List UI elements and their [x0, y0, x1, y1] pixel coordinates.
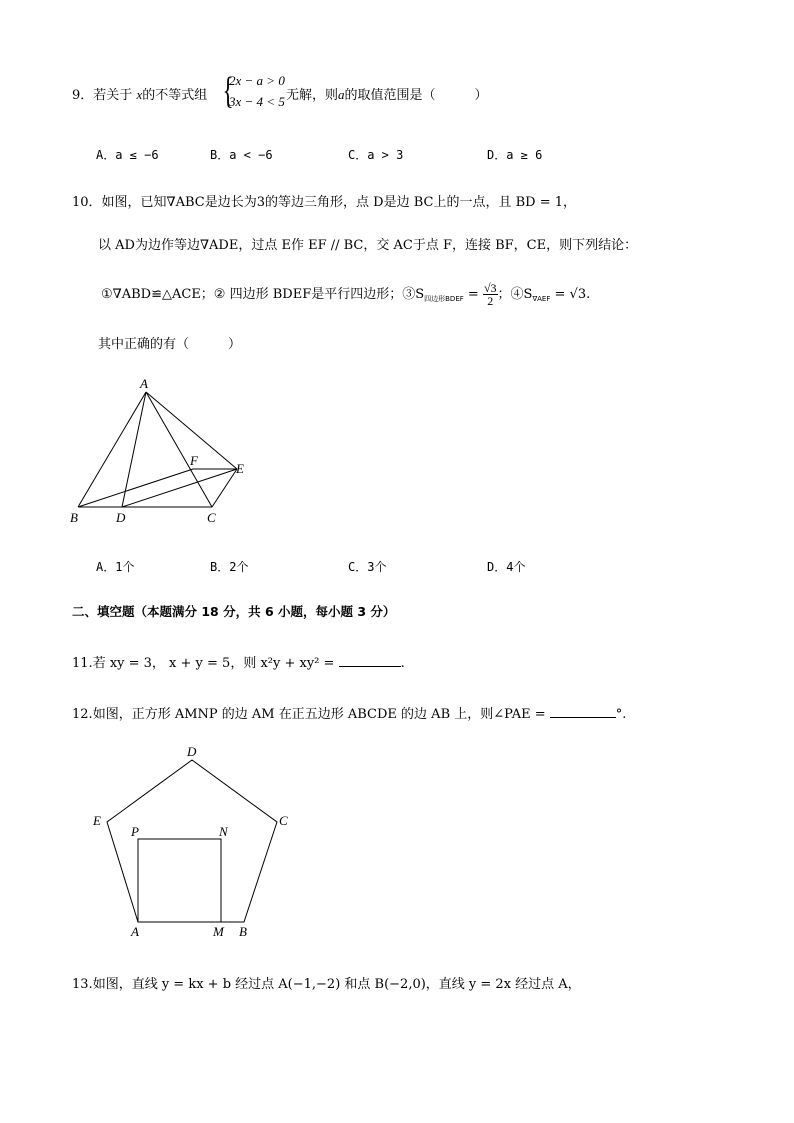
question-number: 12.	[72, 707, 93, 722]
pentagon-figure	[85, 740, 305, 945]
fraction: $\frac{√3}{2}$	[483, 281, 497, 308]
q10-option-a: A．1个	[96, 560, 135, 574]
label-D: D	[116, 510, 126, 525]
q9-option-d: D．a ≥ 6	[487, 148, 543, 162]
label-B: B	[239, 924, 247, 939]
brace: {	[222, 70, 234, 112]
question-number: 10．	[72, 195, 102, 210]
label-C: C	[279, 813, 288, 828]
question-number: 11.	[72, 656, 93, 671]
question-10-line2: 以 AD为边作等边∇ADE，过点 E作 EF // BC，交 AC于点 F，连接 BF，CE，则下列结论：	[98, 238, 638, 253]
answer-blank[interactable]	[339, 656, 401, 667]
question-number: 9．	[72, 88, 94, 103]
section-heading: 二、填空题（本题满分 18 分，共 6 小题，每小题 3 分）	[72, 604, 396, 619]
label-C: C	[207, 510, 216, 525]
question-number: 13.	[72, 977, 93, 992]
answer-blank[interactable]	[550, 707, 616, 718]
label-F: F	[190, 453, 198, 468]
label-A: A	[131, 924, 139, 939]
label-P: P	[131, 824, 139, 839]
label-M: M	[213, 924, 224, 939]
inequality-1: 2x − a > 0	[229, 73, 285, 88]
question-10-conclusions: ①∇ABD≌△ACE；② 四边形 BDEF是平行四边形；$③S_{四边形BDEF}$ = $\frac{√3}{2}$ ；$④S_{\nabla AEF} = √3$.	[101, 281, 591, 308]
question-13: 13.如图，直线 y = kx + b 经过点 A(−1,−2) 和点 B(−2,0)，直线 y = 2x 经过点 A，	[72, 977, 581, 992]
question-9-tail: 无解，则a的取值范围是（ ）	[286, 87, 488, 103]
triangle-figure	[60, 370, 270, 530]
q9-option-c: C．a > 3	[348, 148, 404, 162]
label-N: N	[219, 824, 228, 839]
label-E: E	[93, 813, 101, 828]
q9-option-b: B．a < −6	[210, 148, 273, 162]
q10-option-d: D．4个	[487, 560, 526, 574]
label-E: E	[236, 461, 244, 476]
label-D: D	[187, 744, 197, 759]
question-11: 11.若 xy = 3， x + y = 5，则 x²y + xy² = .	[72, 656, 405, 671]
question-9-stem: 9．若关于 x的不等式组	[72, 87, 208, 103]
question-12: 12.如图，正方形 AMNP 的边 AM 在正五边形 ABCDE 的边 AB 上，则∠PAE = °.	[72, 707, 627, 722]
q10-option-b: B．2个	[210, 560, 249, 574]
label-B: B	[70, 510, 78, 525]
question-10-prompt: 其中正确的有（ ）	[98, 337, 242, 352]
label-A: A	[140, 376, 148, 391]
q10-option-c: C．3个	[348, 560, 387, 574]
q9-option-a: A．a ≤ −6	[96, 148, 159, 162]
inequality-2: 3x − 4 < 5	[229, 94, 285, 109]
question-10-line1: 10．如图，已知∇ABC是边长为3的等边三角形，点 D是边 BC上的一点，且 BD = 1，	[72, 195, 576, 210]
